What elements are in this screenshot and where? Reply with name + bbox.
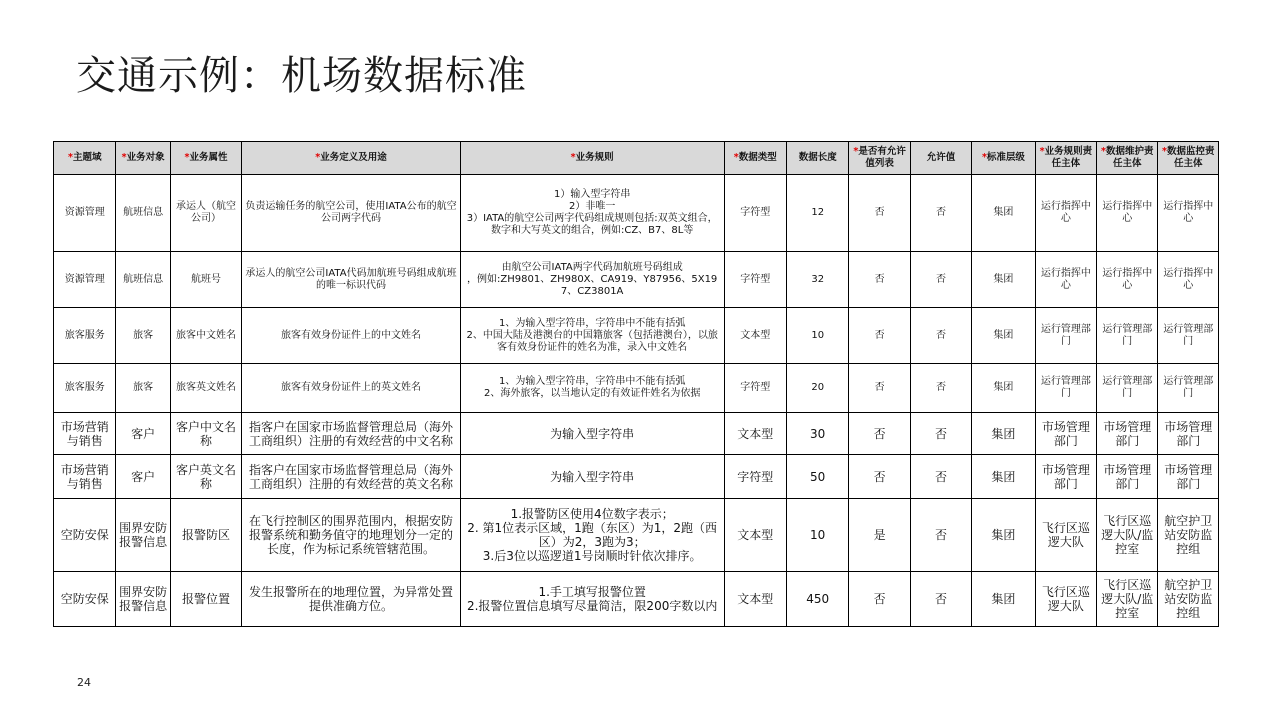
table-cell: 报警防区 [170,499,241,572]
table-cell: 运行指挥中心 [1158,175,1219,252]
table-cell: 运行管理部门 [1097,308,1158,364]
table-row [54,572,1219,627]
table-cell: 否 [910,175,971,252]
table-cell: 旅客服务 [54,364,116,413]
table-cell: 围界安防报警信息 [116,499,170,572]
table-cell: 1.手工填写报警位置 2.报警位置信息填写尽量简洁，限200字数以内 [460,572,724,627]
table-cell: 运行指挥中心 [1035,175,1096,252]
table-cell: 发生报警所在的地理位置，为异常处置提供准确方位。 [242,572,461,627]
column-header-label: 业务定义及用途 [320,152,387,163]
required-mark: * [184,152,190,163]
table-cell: 旅客 [116,364,170,413]
table-cell: 运行管理部门 [1097,364,1158,413]
table-cell: 为输入型字符串 [460,455,724,499]
column-header [1158,142,1219,175]
table-cell: 客户 [116,413,170,455]
table-cell: 运行指挥中心 [1097,175,1158,252]
table-cell: 12 [786,175,848,252]
table-cell: 是 [849,499,910,572]
table-cell: 旅客英文姓名 [170,364,241,413]
table-cell: 否 [910,364,971,413]
table-cell: 50 [786,455,848,499]
table-cell: 否 [849,364,910,413]
table-header-row [54,142,1219,175]
page-number: 24 [77,676,91,689]
table-cell: 10 [786,499,848,572]
required-mark: * [570,152,576,163]
table-row [54,499,1219,572]
table-row [54,252,1219,308]
table-cell: 市场管理部门 [1035,455,1096,499]
column-header-label: 业务规则 [575,152,614,163]
table-cell: 否 [910,455,971,499]
table-cell: 资源管理 [54,252,116,308]
column-header [242,142,461,175]
table-cell: 集团 [972,308,1035,364]
table-cell: 运行管理部门 [1035,308,1096,364]
table-cell: 旅客中文姓名 [170,308,241,364]
table-cell: 否 [849,308,910,364]
table-cell: 为输入型字符串 [460,413,724,455]
table-cell: 市场营销与销售 [54,455,116,499]
table-cell: 集团 [972,252,1035,308]
table-cell: 文本型 [724,413,786,455]
column-header-label: 数据类型 [738,152,777,163]
column-header [724,142,786,175]
required-mark: * [121,152,127,163]
required-mark: * [981,152,987,163]
table-row [54,308,1219,364]
table-cell: 否 [910,308,971,364]
column-header [170,142,241,175]
table-cell: 在飞行控制区的围界范围内，根据安防报警系统和勤务值守的地理划分一定的长度，作为标记系统管辖范围。 [242,499,461,572]
column-header [910,142,971,175]
table-cell: 航班信息 [116,252,170,308]
table-cell: 客户 [116,455,170,499]
required-mark: * [853,146,859,157]
table-cell: 飞行区巡逻大队 [1035,499,1096,572]
table-cell: 否 [849,252,910,308]
table-cell: 报警位置 [170,572,241,627]
column-header-label: 标准层级 [986,152,1025,163]
table-cell: 围界安防报警信息 [116,572,170,627]
required-mark: * [1161,146,1167,157]
table-cell: 航班信息 [116,175,170,252]
table-cell: 市场管理部门 [1097,413,1158,455]
required-mark: * [1101,146,1106,157]
table-cell: 否 [910,572,971,627]
table-cell: 运行管理部门 [1035,364,1096,413]
table-cell: 旅客服务 [54,308,116,364]
table-cell: 客户中文名称 [170,413,241,455]
required-mark: * [733,152,739,163]
table-cell: 承运人的航空公司IATA代码加航班号码组成航班的唯一标识代码 [242,252,461,308]
table-cell: 1、为输入型字符串，字符串中不能有括弧 2、海外旅客，以当地认定的有效证件姓名为依据 [460,364,724,413]
table-cell: 承运人（航空公司） [170,175,241,252]
table-cell: 航班号 [170,252,241,308]
table-cell: 市场营销与销售 [54,413,116,455]
table-cell: 飞行区巡逻大队/监控室 [1097,499,1158,572]
table-cell: 1、为输入型字符串，字符串中不能有括弧 2、中国大陆及港澳台的中国籍旅客（包括港澳台），以旅客有效身份证件的姓名为准，录入中文姓名 [460,308,724,364]
table-body [54,175,1219,627]
table-cell: 集团 [972,572,1035,627]
table-cell: 旅客 [116,308,170,364]
table-cell: 运行管理部门 [1158,308,1219,364]
column-header-label: 业务对象 [126,152,165,163]
table-cell: 飞行区巡逻大队/监控室 [1097,572,1158,627]
table-cell: 航空护卫站安防监控组 [1158,572,1219,627]
table-cell: 指客户在国家市场监督管理总局（海外工商组织）注册的有效经营的英文名称 [242,455,461,499]
column-header-label: 是否有允许值列表 [858,146,906,169]
table-cell: 飞行区巡逻大队 [1035,572,1096,627]
table-cell: 文本型 [724,572,786,627]
table-cell: 旅客有效身份证件上的中文姓名 [242,308,461,364]
table-cell: 由航空公司IATA两字代码加航班号码组成 ，例如:ZH9801、ZH980X、CA919、Y87956、5X197、CZ3801A [460,252,724,308]
table-cell: 负责运输任务的航空公司，使用IATA公布的航空公司两字代码 [242,175,461,252]
column-header [849,142,910,175]
column-header [54,142,116,175]
required-mark: * [315,152,321,163]
table-cell: 否 [849,455,910,499]
table-cell: 30 [786,413,848,455]
table-cell: 旅客有效身份证件上的英文姓名 [242,364,461,413]
table-cell: 空防安保 [54,499,116,572]
slide-title: 交通示例：机场数据标准 [76,53,527,99]
table-cell: 否 [910,413,971,455]
table-cell: 运行指挥中心 [1035,252,1096,308]
table-cell: 否 [910,252,971,308]
required-mark: * [1039,146,1045,157]
table-cell: 资源管理 [54,175,116,252]
column-header [786,142,848,175]
table-cell: 市场管理部门 [1097,455,1158,499]
table-cell: 字符型 [724,175,786,252]
table-cell: 空防安保 [54,572,116,627]
table-cell: 客户英文名称 [170,455,241,499]
table-cell: 450 [786,572,848,627]
table-cell: 文本型 [724,308,786,364]
table-cell: 运行管理部门 [1158,364,1219,413]
table-cell: 市场管理部门 [1035,413,1096,455]
column-header [116,142,170,175]
table-cell: 运行指挥中心 [1158,252,1219,308]
table-cell: 集团 [972,455,1035,499]
table-cell: 32 [786,252,848,308]
table-cell: 否 [849,413,910,455]
column-header-label: 数据长度 [798,152,837,163]
table-cell: 否 [910,499,971,572]
table-cell: 10 [786,308,848,364]
table-cell: 市场管理部门 [1158,413,1219,455]
column-header-label: 数据监控责任主体 [1166,146,1215,169]
table-row [54,364,1219,413]
column-header [1035,142,1096,175]
table-cell: 集团 [972,499,1035,572]
column-header-label: 业务规则责任主体 [1044,146,1093,169]
table-cell: 航空护卫站安防监控组 [1158,499,1219,572]
table-row [54,455,1219,499]
column-header-label: 数据维护责任主体 [1105,146,1154,169]
table-cell: 集团 [972,364,1035,413]
table-cell: 字符型 [724,455,786,499]
table-cell: 集团 [972,175,1035,252]
table-row [54,175,1219,252]
table-row [54,413,1219,455]
required-mark: * [67,152,73,163]
table-cell: 市场管理部门 [1158,455,1219,499]
table-cell: 字符型 [724,364,786,413]
column-header [1097,142,1158,175]
table-cell: 运行指挥中心 [1097,252,1158,308]
table-cell: 字符型 [724,252,786,308]
column-header-label: 业务属性 [189,152,228,163]
table-cell: 集团 [972,413,1035,455]
column-header [972,142,1035,175]
table-cell: 指客户在国家市场监督管理总局（海外工商组织）注册的有效经营的中文名称 [242,413,461,455]
table-cell: 1.报警防区使用4位数字表示； 2. 第1位表示区域，1跑（东区）为1，2跑（西区）为2，3跑为3； 3.后3位以巡逻道1号岗顺时针依次排序。 [460,499,724,572]
column-header-label: 主题域 [72,152,102,163]
table-cell: 文本型 [724,499,786,572]
table-cell: 20 [786,364,848,413]
data-standard-table [53,141,1219,627]
table-cell: 否 [849,175,910,252]
table-cell: 否 [849,572,910,627]
column-header-label: 允许值 [926,152,956,163]
table-cell: 1）输入型字符串 2）非唯一 3）IATA的航空公司两字代码组成规则包括:双英文组合，数字和大写英文的组合，例如:CZ、B7、8L等 [460,175,724,252]
column-header [460,142,724,175]
